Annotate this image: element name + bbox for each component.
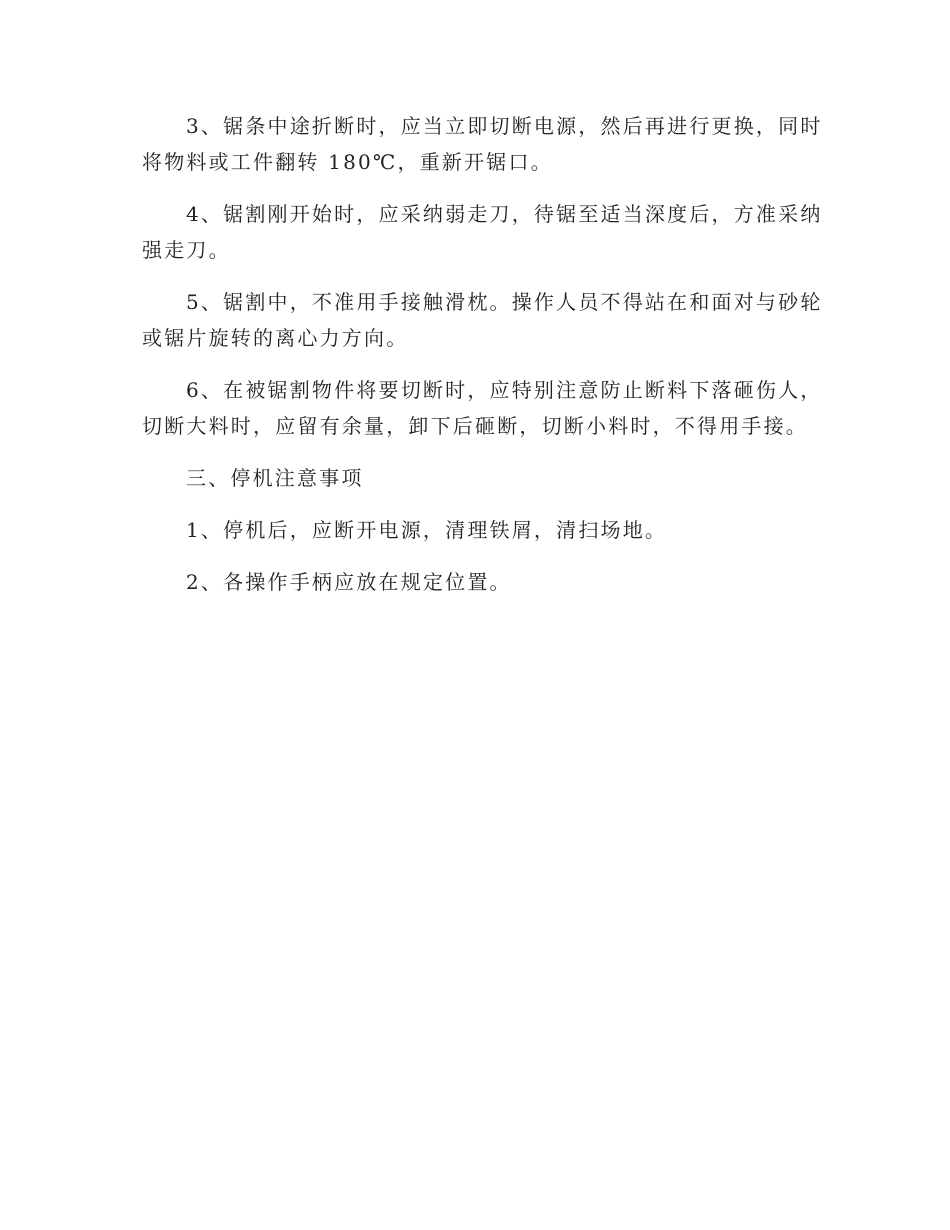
paragraph-line: 3、锯条中途折断时，应当立即切断电源，然后再进行更换，同时 <box>186 114 823 138</box>
paragraph-line: 将物料或工件翻转 180℃，重新开锯口。 <box>142 150 553 174</box>
paragraph-line: 强走刀。 <box>142 238 231 262</box>
paragraph-near-cutoff <box>142 372 823 444</box>
paragraph-line: 切断大料时，应留有余量，卸下后砸断，切断小料时，不得用手接。 <box>142 414 808 438</box>
paragraph-line: 5、锯割中，不准用手接触滑枕。操作人员不得站在和面对与砂轮 <box>186 290 823 314</box>
section-heading-shutdown: 三、停机注意事项 <box>186 466 364 490</box>
list-item-handles-position: 2、各操作手柄应放在规定位置。 <box>186 570 512 594</box>
paragraph-saw-blade-break <box>142 108 823 180</box>
list-item-after-shutdown: 1、停机后，应断开电源，清理铁屑，清扫场地。 <box>186 518 668 542</box>
paragraph-line: 4、锯割刚开始时，应采纳弱走刀，待锯至适当深度后，方准采纳 <box>186 202 823 226</box>
paragraph-line: 6、在被锯割物件将要切断时，应特别注意防止断料下落砸伤人， <box>186 378 823 402</box>
paragraph-start-cutting <box>142 196 823 268</box>
paragraph-line: 或锯片旋转的离心力方向。 <box>142 326 409 350</box>
document-body <box>142 108 823 616</box>
paragraph-during-cutting <box>142 284 823 356</box>
